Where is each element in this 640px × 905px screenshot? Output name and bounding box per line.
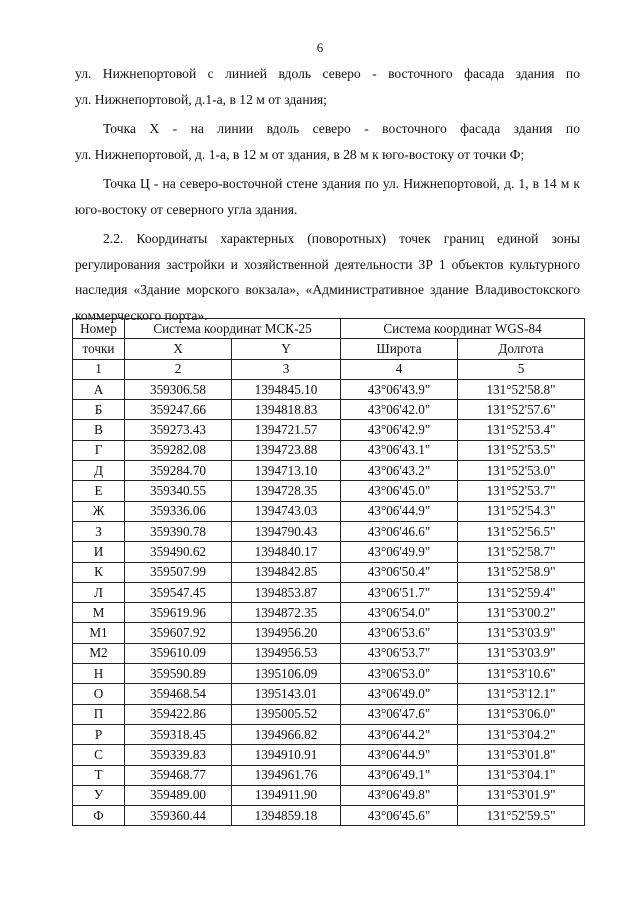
table-row <box>73 562 585 582</box>
wgs-latitude-cell: 43°06'50.4" <box>341 562 458 582</box>
point-name-cell: О <box>73 684 125 704</box>
msk-x-cell: 359339.83 <box>125 745 232 765</box>
wgs-latitude-cell: 43°06'42.0" <box>341 400 458 420</box>
msk-y-cell: 1394721.57 <box>232 420 341 440</box>
wgs-longitude-cell: 131°53'01.8" <box>458 745 585 765</box>
msk-y-cell: 1395143.01 <box>232 684 341 704</box>
msk-y-cell: 1394853.87 <box>232 582 341 602</box>
wgs-longitude-cell: 131°53'04.1" <box>458 765 585 785</box>
msk-x-cell: 359468.54 <box>125 684 232 704</box>
msk-y-cell: 1395005.52 <box>232 704 341 724</box>
msk-y-cell: 1394910.91 <box>232 745 341 765</box>
table-row <box>73 603 585 623</box>
wgs-longitude-cell: 131°53'03.9" <box>458 643 585 663</box>
point-name-cell: М <box>73 603 125 623</box>
point-name-cell: Ф <box>73 806 125 826</box>
wgs-latitude-cell: 43°06'44.2" <box>341 724 458 744</box>
msk-x-cell: 359282.08 <box>125 440 232 460</box>
body-text <box>75 61 580 328</box>
msk-x-cell: 359422.86 <box>125 704 232 724</box>
section-2-2-heading: 2.2. Координаты характерных (поворотных) точек границ единой зоны регулирования застройки и хозяйственной деятельности ЗР 1 объектов культурного наследия «Здание морского вокзала», «Административное здание Владивостокского коммерческого порта». <box>75 231 580 323</box>
header-y: Y <box>232 339 341 359</box>
wgs-longitude-cell: 131°53'10.6" <box>458 664 585 684</box>
msk-y-cell: 1394818.83 <box>232 400 341 420</box>
wgs-longitude-cell: 131°52'53.4" <box>458 420 585 440</box>
column-number: 2 <box>125 359 232 379</box>
msk-x-cell: 359507.99 <box>125 562 232 582</box>
wgs-latitude-cell: 43°06'47.6" <box>341 704 458 724</box>
wgs-latitude-cell: 43°06'49.1" <box>341 765 458 785</box>
point-name-cell: З <box>73 521 125 541</box>
table-row <box>73 481 585 501</box>
column-number: 5 <box>458 359 585 379</box>
wgs-latitude-cell: 43°06'43.9" <box>341 379 458 399</box>
msk-x-cell: 359610.09 <box>125 643 232 663</box>
point-name-cell: У <box>73 785 125 805</box>
msk-x-cell: 359360.44 <box>125 806 232 826</box>
point-name-cell: М2 <box>73 643 125 663</box>
table-row <box>73 724 585 744</box>
table-row <box>73 582 585 602</box>
wgs-longitude-cell: 131°52'58.9" <box>458 562 585 582</box>
wgs-longitude-cell: 131°53'06.0" <box>458 704 585 724</box>
msk-y-cell: 1394956.53 <box>232 643 341 663</box>
point-name-cell: Т <box>73 765 125 785</box>
wgs-latitude-cell: 43°06'54.0" <box>341 603 458 623</box>
point-name-cell: Г <box>73 440 125 460</box>
wgs-longitude-cell: 131°53'03.9" <box>458 623 585 643</box>
point-name-cell: Н <box>73 664 125 684</box>
wgs-latitude-cell: 43°06'45.6" <box>341 806 458 826</box>
wgs-longitude-cell: 131°53'04.2" <box>458 724 585 744</box>
table-row <box>73 420 585 440</box>
paragraph-point-x-line-1: Точка Х - на линии вдоль северо - восточного фасада здания по <box>103 121 580 136</box>
point-name-cell: Л <box>73 582 125 602</box>
table-row <box>73 704 585 724</box>
wgs-latitude-cell: 43°06'51.7" <box>341 582 458 602</box>
wgs-latitude-cell: 43°06'43.2" <box>341 461 458 481</box>
table-row <box>73 400 585 420</box>
wgs-longitude-cell: 131°52'56.5" <box>458 521 585 541</box>
wgs-latitude-cell: 43°06'49.8" <box>341 785 458 805</box>
wgs-longitude-cell: 131°52'54.3" <box>458 501 585 521</box>
msk-x-cell: 359590.89 <box>125 664 232 684</box>
point-name-cell: Р <box>73 724 125 744</box>
header-wgs-system: Система координат WGS-84 <box>341 319 585 339</box>
msk-x-cell: 359340.55 <box>125 481 232 501</box>
wgs-latitude-cell: 43°06'44.9" <box>341 745 458 765</box>
msk-x-cell: 359318.45 <box>125 724 232 744</box>
msk-x-cell: 359336.06 <box>125 501 232 521</box>
wgs-longitude-cell: 131°52'57.6" <box>458 400 585 420</box>
table-header-row-2 <box>73 339 585 359</box>
wgs-longitude-cell: 131°52'58.7" <box>458 542 585 562</box>
point-name-cell: А <box>73 379 125 399</box>
header-latitude: Широта <box>341 339 458 359</box>
table-row <box>73 643 585 663</box>
wgs-latitude-cell: 43°06'53.7" <box>341 643 458 663</box>
msk-y-cell: 1394911.90 <box>232 785 341 805</box>
table-row <box>73 501 585 521</box>
table-row <box>73 623 585 643</box>
msk-x-cell: 359490.62 <box>125 542 232 562</box>
msk-x-cell: 359247.66 <box>125 400 232 420</box>
msk-y-cell: 1394859.18 <box>232 806 341 826</box>
msk-x-cell: 359547.45 <box>125 582 232 602</box>
msk-x-cell: 359468.77 <box>125 765 232 785</box>
column-number: 1 <box>73 359 125 379</box>
msk-y-cell: 1394956.20 <box>232 623 341 643</box>
msk-x-cell: 359273.43 <box>125 420 232 440</box>
page-number: 6 <box>316 40 324 55</box>
wgs-latitude-cell: 43°06'44.9" <box>341 501 458 521</box>
msk-y-cell: 1394728.35 <box>232 481 341 501</box>
point-name-cell: Б <box>73 400 125 420</box>
wgs-latitude-cell: 43°06'42.9" <box>341 420 458 440</box>
msk-x-cell: 359306.58 <box>125 379 232 399</box>
column-number: 3 <box>232 359 341 379</box>
table-row <box>73 785 585 805</box>
msk-x-cell: 359284.70 <box>125 461 232 481</box>
msk-y-cell: 1394842.85 <box>232 562 341 582</box>
header-x: X <box>125 339 232 359</box>
point-name-cell: С <box>73 745 125 765</box>
wgs-latitude-cell: 43°06'45.0" <box>341 481 458 501</box>
paragraph-point-ts: Точка Ц - на северо-восточной стене здания по ул. Нижнепортовой, д. 1, в 14 м к юго-востоку от северного угла здания. <box>75 176 580 217</box>
msk-y-cell: 1394961.76 <box>232 765 341 785</box>
wgs-longitude-cell: 131°53'00.2" <box>458 603 585 623</box>
table-row <box>73 461 585 481</box>
msk-y-cell: 1394790.43 <box>232 521 341 541</box>
msk-y-cell: 1394966.82 <box>232 724 341 744</box>
header-longitude: Долгота <box>458 339 585 359</box>
header-point-number-line2: точки <box>73 339 125 359</box>
wgs-longitude-cell: 131°52'59.5" <box>458 806 585 826</box>
coordinates-table <box>72 318 585 826</box>
table-row <box>73 440 585 460</box>
wgs-longitude-cell: 131°52'53.7" <box>458 481 585 501</box>
point-name-cell: Ж <box>73 501 125 521</box>
wgs-latitude-cell: 43°06'49.0" <box>341 684 458 704</box>
wgs-longitude-cell: 131°52'59.4" <box>458 582 585 602</box>
msk-x-cell: 359489.00 <box>125 785 232 805</box>
table-header-row-1 <box>73 319 585 339</box>
point-name-cell: Д <box>73 461 125 481</box>
msk-y-cell: 1394723.88 <box>232 440 341 460</box>
msk-y-cell: 1394840.17 <box>232 542 341 562</box>
wgs-longitude-cell: 131°52'53.0" <box>458 461 585 481</box>
column-number: 4 <box>341 359 458 379</box>
point-name-cell: В <box>73 420 125 440</box>
paragraph-point-x-line-2: ул. Нижнепортовой, д. 1-а, в 12 м от здания, в 28 м к юго-востоку от точки Ф; <box>75 146 525 162</box>
msk-y-cell: 1395106.09 <box>232 664 341 684</box>
table-column-numbers-row <box>73 359 585 379</box>
wgs-latitude-cell: 43°06'49.9" <box>341 542 458 562</box>
paragraph-1-line-1: ул. Нижнепортовой с линией вдоль северо - восточного фасада здания по <box>75 66 580 81</box>
table-row <box>73 542 585 562</box>
wgs-longitude-cell: 131°52'58.8" <box>458 379 585 399</box>
msk-y-cell: 1394713.10 <box>232 461 341 481</box>
wgs-latitude-cell: 43°06'53.6" <box>341 623 458 643</box>
point-name-cell: И <box>73 542 125 562</box>
table-row <box>73 664 585 684</box>
table-row <box>73 765 585 785</box>
msk-y-cell: 1394743.03 <box>232 501 341 521</box>
wgs-longitude-cell: 131°53'01.9" <box>458 785 585 805</box>
table-row <box>73 379 585 399</box>
wgs-longitude-cell: 131°52'53.5" <box>458 440 585 460</box>
point-name-cell: М1 <box>73 623 125 643</box>
msk-y-cell: 1394872.35 <box>232 603 341 623</box>
table-body <box>73 379 585 826</box>
wgs-longitude-cell: 131°53'12.1" <box>458 684 585 704</box>
table-row <box>73 806 585 826</box>
msk-x-cell: 359390.78 <box>125 521 232 541</box>
table-row <box>73 745 585 765</box>
point-name-cell: Е <box>73 481 125 501</box>
msk-x-cell: 359619.96 <box>125 603 232 623</box>
wgs-latitude-cell: 43°06'53.0" <box>341 664 458 684</box>
header-point-number-line1: Номер <box>73 319 125 339</box>
point-name-cell: П <box>73 704 125 724</box>
msk-y-cell: 1394845.10 <box>232 379 341 399</box>
wgs-latitude-cell: 43°06'46.6" <box>341 521 458 541</box>
wgs-latitude-cell: 43°06'43.1" <box>341 440 458 460</box>
table-row <box>73 684 585 704</box>
table-row <box>73 521 585 541</box>
msk-x-cell: 359607.92 <box>125 623 232 643</box>
point-name-cell: К <box>73 562 125 582</box>
header-msk-system: Система координат МСК-25 <box>125 319 341 339</box>
paragraph-1-line-2: ул. Нижнепортовой, д.1-а, в 12 м от здания; <box>75 91 327 107</box>
